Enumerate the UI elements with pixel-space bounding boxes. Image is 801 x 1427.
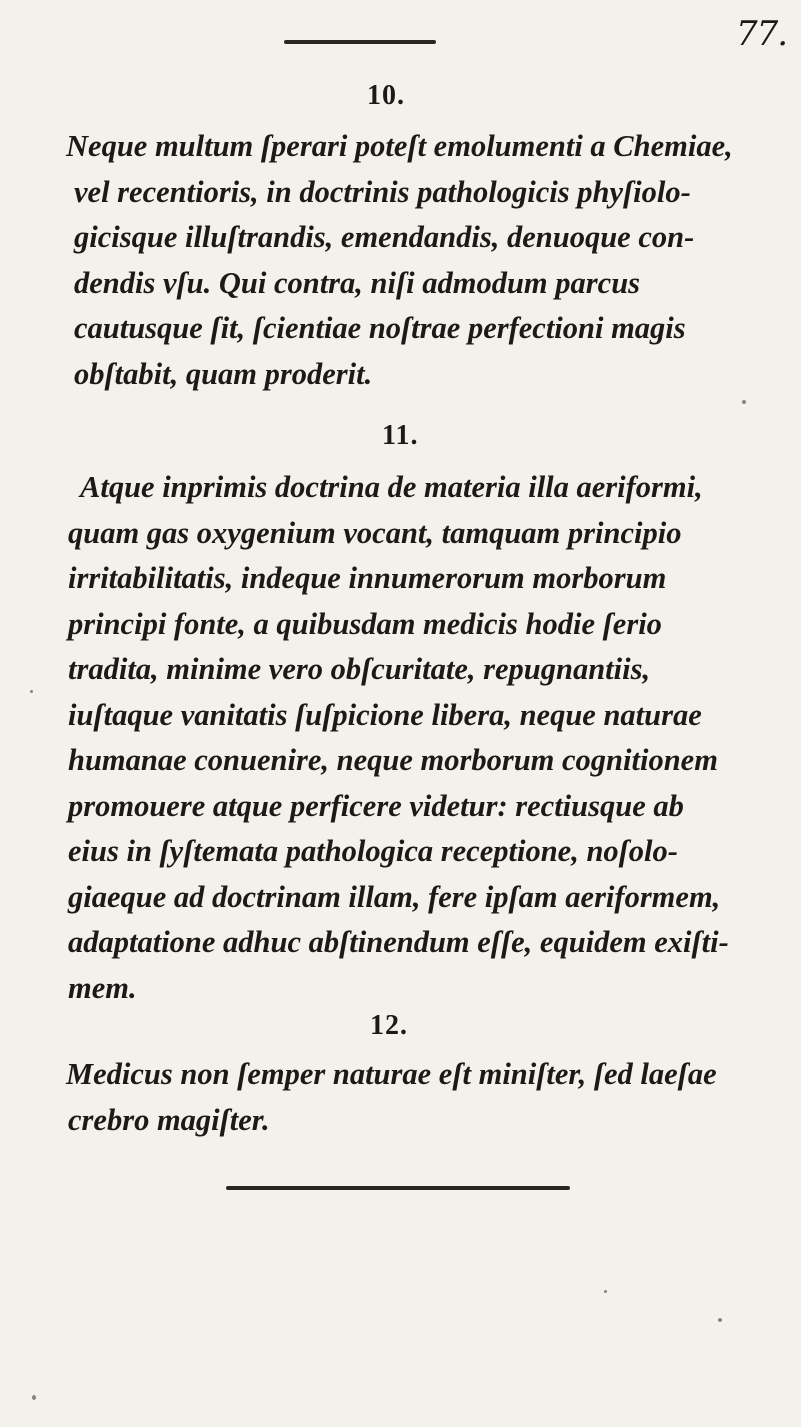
text-line: cautusque ſit, ſcientiae noſtrae perfectioni magis	[74, 311, 686, 345]
paragraph-10	[66, 124, 746, 397]
text-line: iuſtaque vanitatis ſuſpicione libera, neque naturae	[68, 697, 702, 732]
text-line: quam gas oxygenium vocant, tamquam principio	[68, 515, 682, 550]
text-line: adaptatione adhuc abſtinendum eſſe, equidem exiſti-	[68, 925, 729, 959]
text-line: Atque inprimis doctrina de materia illa aeriformi,	[80, 470, 703, 504]
section-number-12: 12.	[370, 1010, 408, 1041]
text-line: obſtabit, quam proderit.	[74, 356, 373, 391]
text-line: irritabilitatis, indeque innumerorum morborum	[68, 561, 667, 595]
section-number-11: 11.	[382, 420, 419, 451]
paper-speck	[604, 1290, 607, 1293]
text-line: gicisque illuſtrandis, emendandis, denuoque con-	[74, 220, 695, 254]
paper-speck	[742, 400, 746, 404]
text-line: humanae conuenire, neque morborum cognitionem	[68, 743, 718, 777]
bottom-ornamental-rule	[226, 1186, 570, 1190]
top-ornamental-rule	[284, 40, 436, 44]
text-line: Medicus non ſemper naturae eſt miniſter, ſed laeſae	[66, 1057, 717, 1091]
text-line: principi fonte, a quibusdam medicis hodie ſerio	[68, 606, 662, 641]
paper-speck	[32, 1395, 36, 1400]
page-number: 77.	[736, 14, 788, 54]
text-line: promouere atque perficere videtur: rectiusque ab	[68, 788, 684, 823]
text-line: tradita, minime vero obſcuritate, repugnantiis,	[68, 652, 651, 686]
paper-speck	[718, 1318, 722, 1322]
text-line: crebro magiſter.	[68, 1102, 270, 1137]
text-line: mem.	[68, 970, 137, 1005]
paragraph-12	[66, 1052, 746, 1143]
paper-speck	[30, 690, 33, 693]
text-line: eius in ſyſtemata pathologica receptione, noſolo-	[68, 834, 678, 868]
text-line: giaeque ad doctrinam illam, fere ipſam aeriformem,	[68, 879, 721, 914]
text-line: dendis vſu. Qui contra, niſi admodum parcus	[74, 265, 641, 300]
paragraph-11	[66, 465, 746, 1011]
text-line: Neque multum ſperari poteſt emolumenti a Chemiae,	[66, 129, 733, 163]
text-line: vel recentioris, in doctrinis pathologicis phyſiolo-	[74, 174, 691, 209]
section-number-10: 10.	[367, 80, 405, 111]
